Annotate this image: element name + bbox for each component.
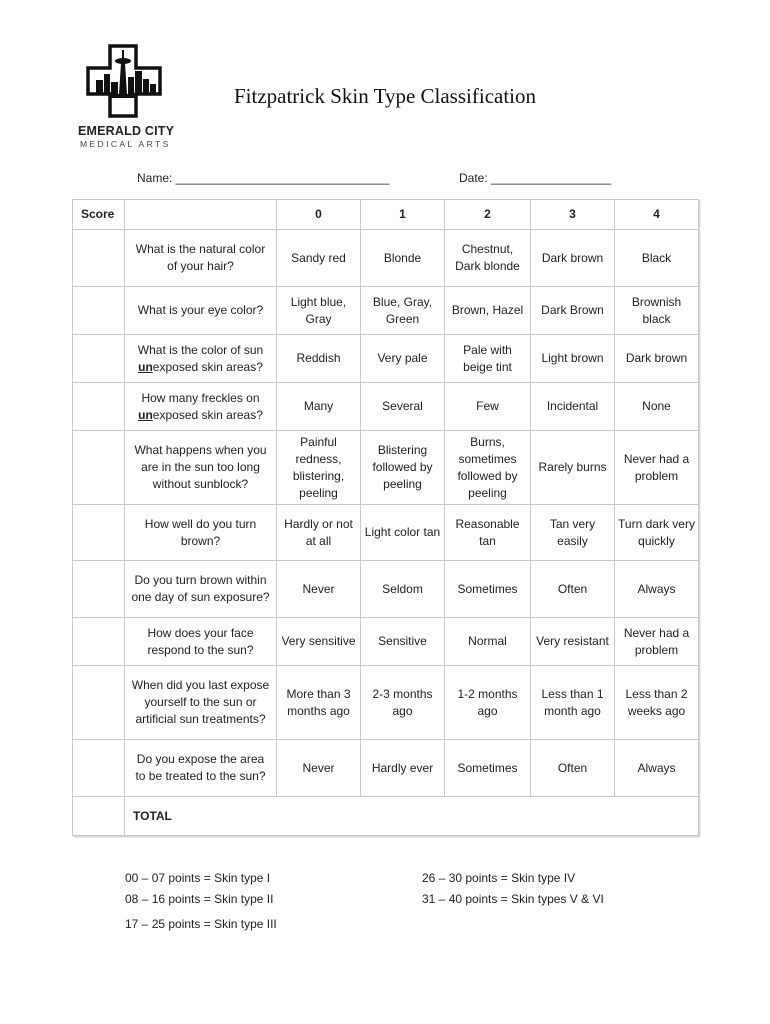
question-text: How many freckles on <box>141 390 260 405</box>
question-cell: What is the natural color of your hair? <box>125 230 277 287</box>
question-cell: What happens when you are in the sun too long without sunblock? <box>125 431 277 505</box>
answer-cell: Blonde <box>361 230 445 287</box>
answer-cell: Very pale <box>361 335 445 383</box>
answer-cell: Brownish black <box>615 287 699 335</box>
question-cell: How does your face respond to the sun? <box>125 618 277 666</box>
answer-cell: Never had a problem <box>615 431 699 505</box>
header-2: 2 <box>445 200 531 230</box>
question-cell: When did you last expose yourself to the sun or artificial sun treatments? <box>125 666 277 740</box>
score-cell[interactable] <box>73 505 125 561</box>
answer-cell: Turn dark very quickly <box>615 505 699 561</box>
answer-cell: Rarely burns <box>531 431 615 505</box>
logo-subtitle: MEDICAL ARTS <box>80 139 171 149</box>
answer-cell: Hardly ever <box>361 740 445 797</box>
score-cell[interactable] <box>73 561 125 618</box>
question-cell: How well do you turn brown? <box>125 505 277 561</box>
answer-cell: Black <box>615 230 699 287</box>
header-3: 3 <box>531 200 615 230</box>
answer-cell: Few <box>445 383 531 431</box>
answer-cell: Never had a problem <box>615 618 699 666</box>
answer-cell: Seldom <box>361 561 445 618</box>
table-row <box>73 287 699 335</box>
answer-cell: More than 3 months ago <box>277 666 361 740</box>
answer-cell: Very sensitive <box>277 618 361 666</box>
table-row <box>73 561 699 618</box>
classification-table <box>72 199 699 836</box>
answer-cell: Always <box>615 561 699 618</box>
table-row <box>73 335 699 383</box>
answer-cell: Very resistant <box>531 618 615 666</box>
answer-cell: Normal <box>445 618 531 666</box>
legend-item: 08 – 16 points = Skin type II <box>125 892 274 906</box>
answer-cell: Tan very easily <box>531 505 615 561</box>
question-emphasis: un <box>138 407 153 422</box>
header-4: 4 <box>615 200 699 230</box>
legend-item: 26 – 30 points = Skin type IV <box>422 871 576 885</box>
total-row <box>73 797 699 836</box>
table-header-row <box>73 200 699 230</box>
legend-item: 17 – 25 points = Skin type III <box>125 917 277 931</box>
score-cell[interactable] <box>73 666 125 740</box>
score-cell[interactable] <box>73 431 125 505</box>
answer-cell: Light color tan <box>361 505 445 561</box>
score-cell[interactable] <box>73 618 125 666</box>
header-score: Score <box>73 200 125 230</box>
answer-cell: Blistering followed by peeling <box>361 431 445 505</box>
answer-cell: Several <box>361 383 445 431</box>
question-cell <box>125 383 277 431</box>
table-row <box>73 505 699 561</box>
name-field[interactable]: Name: ________________________________ <box>137 171 390 185</box>
answer-cell: Blue, Gray, Green <box>361 287 445 335</box>
header-0: 0 <box>277 200 361 230</box>
answer-cell: Sometimes <box>445 740 531 797</box>
question-emphasis: un <box>138 359 153 374</box>
answer-cell: Often <box>531 561 615 618</box>
date-field[interactable]: Date: __________________ <box>459 171 612 185</box>
answer-cell: Sandy red <box>277 230 361 287</box>
answer-cell: None <box>615 383 699 431</box>
question-cell: What is your eye color? <box>125 287 277 335</box>
header-1: 1 <box>361 200 445 230</box>
score-cell[interactable] <box>73 740 125 797</box>
question-text: What is the color of sun <box>137 342 264 357</box>
score-cell[interactable] <box>73 383 125 431</box>
answer-cell: Hardly or not at all <box>277 505 361 561</box>
answer-cell: Dark Brown <box>531 287 615 335</box>
question-text: exposed skin areas? <box>152 407 263 422</box>
question-text: exposed skin areas? <box>152 359 263 374</box>
page-title-text: Fitzpatrick Skin Type Classification <box>233 84 537 108</box>
answer-cell: Never <box>277 740 361 797</box>
answer-cell: Dark brown <box>531 230 615 287</box>
header-question <box>125 200 277 230</box>
answer-cell: Sometimes <box>445 561 531 618</box>
answer-cell: 1-2 months ago <box>445 666 531 740</box>
page-title <box>0 84 770 109</box>
total-score-cell[interactable] <box>73 797 125 836</box>
question-cell <box>125 335 277 383</box>
answer-cell: Brown, Hazel <box>445 287 531 335</box>
table-row <box>73 383 699 431</box>
answer-cell: Sensitive <box>361 618 445 666</box>
table-row <box>73 618 699 666</box>
answer-cell: Less than 1 month ago <box>531 666 615 740</box>
answer-cell: Painful redness, blistering, peeling <box>277 431 361 505</box>
answer-cell: Light blue, Gray <box>277 287 361 335</box>
answer-cell: Many <box>277 383 361 431</box>
score-cell[interactable] <box>73 287 125 335</box>
logo-name: EMERALD CITY <box>78 124 175 138</box>
legend-item: 00 – 07 points = Skin type I <box>125 871 271 885</box>
answer-cell: Reasonable tan <box>445 505 531 561</box>
answer-cell: Burns, sometimes followed by peeling <box>445 431 531 505</box>
answer-cell: 2-3 months ago <box>361 666 445 740</box>
answer-cell: Pale with beige tint <box>445 335 531 383</box>
answer-cell: Reddish <box>277 335 361 383</box>
legend-item: 31 – 40 points = Skin types V & VI <box>422 892 604 906</box>
answer-cell: Light brown <box>531 335 615 383</box>
answer-cell: Never <box>277 561 361 618</box>
question-cell: Do you turn brown within one day of sun exposure? <box>125 561 277 618</box>
score-cell[interactable] <box>73 335 125 383</box>
answer-cell: Incidental <box>531 383 615 431</box>
score-cell[interactable] <box>73 230 125 287</box>
table-row <box>73 431 699 505</box>
question-cell: Do you expose the area to be treated to the sun? <box>125 740 277 797</box>
answer-cell: Dark brown <box>615 335 699 383</box>
answer-cell: Always <box>615 740 699 797</box>
table-row <box>73 740 699 797</box>
table-row <box>73 230 699 287</box>
answer-cell: Often <box>531 740 615 797</box>
answer-cell: Less than 2 weeks ago <box>615 666 699 740</box>
table-row <box>73 666 699 740</box>
answer-cell: Chestnut, Dark blonde <box>445 230 531 287</box>
total-label: TOTAL <box>125 797 699 836</box>
